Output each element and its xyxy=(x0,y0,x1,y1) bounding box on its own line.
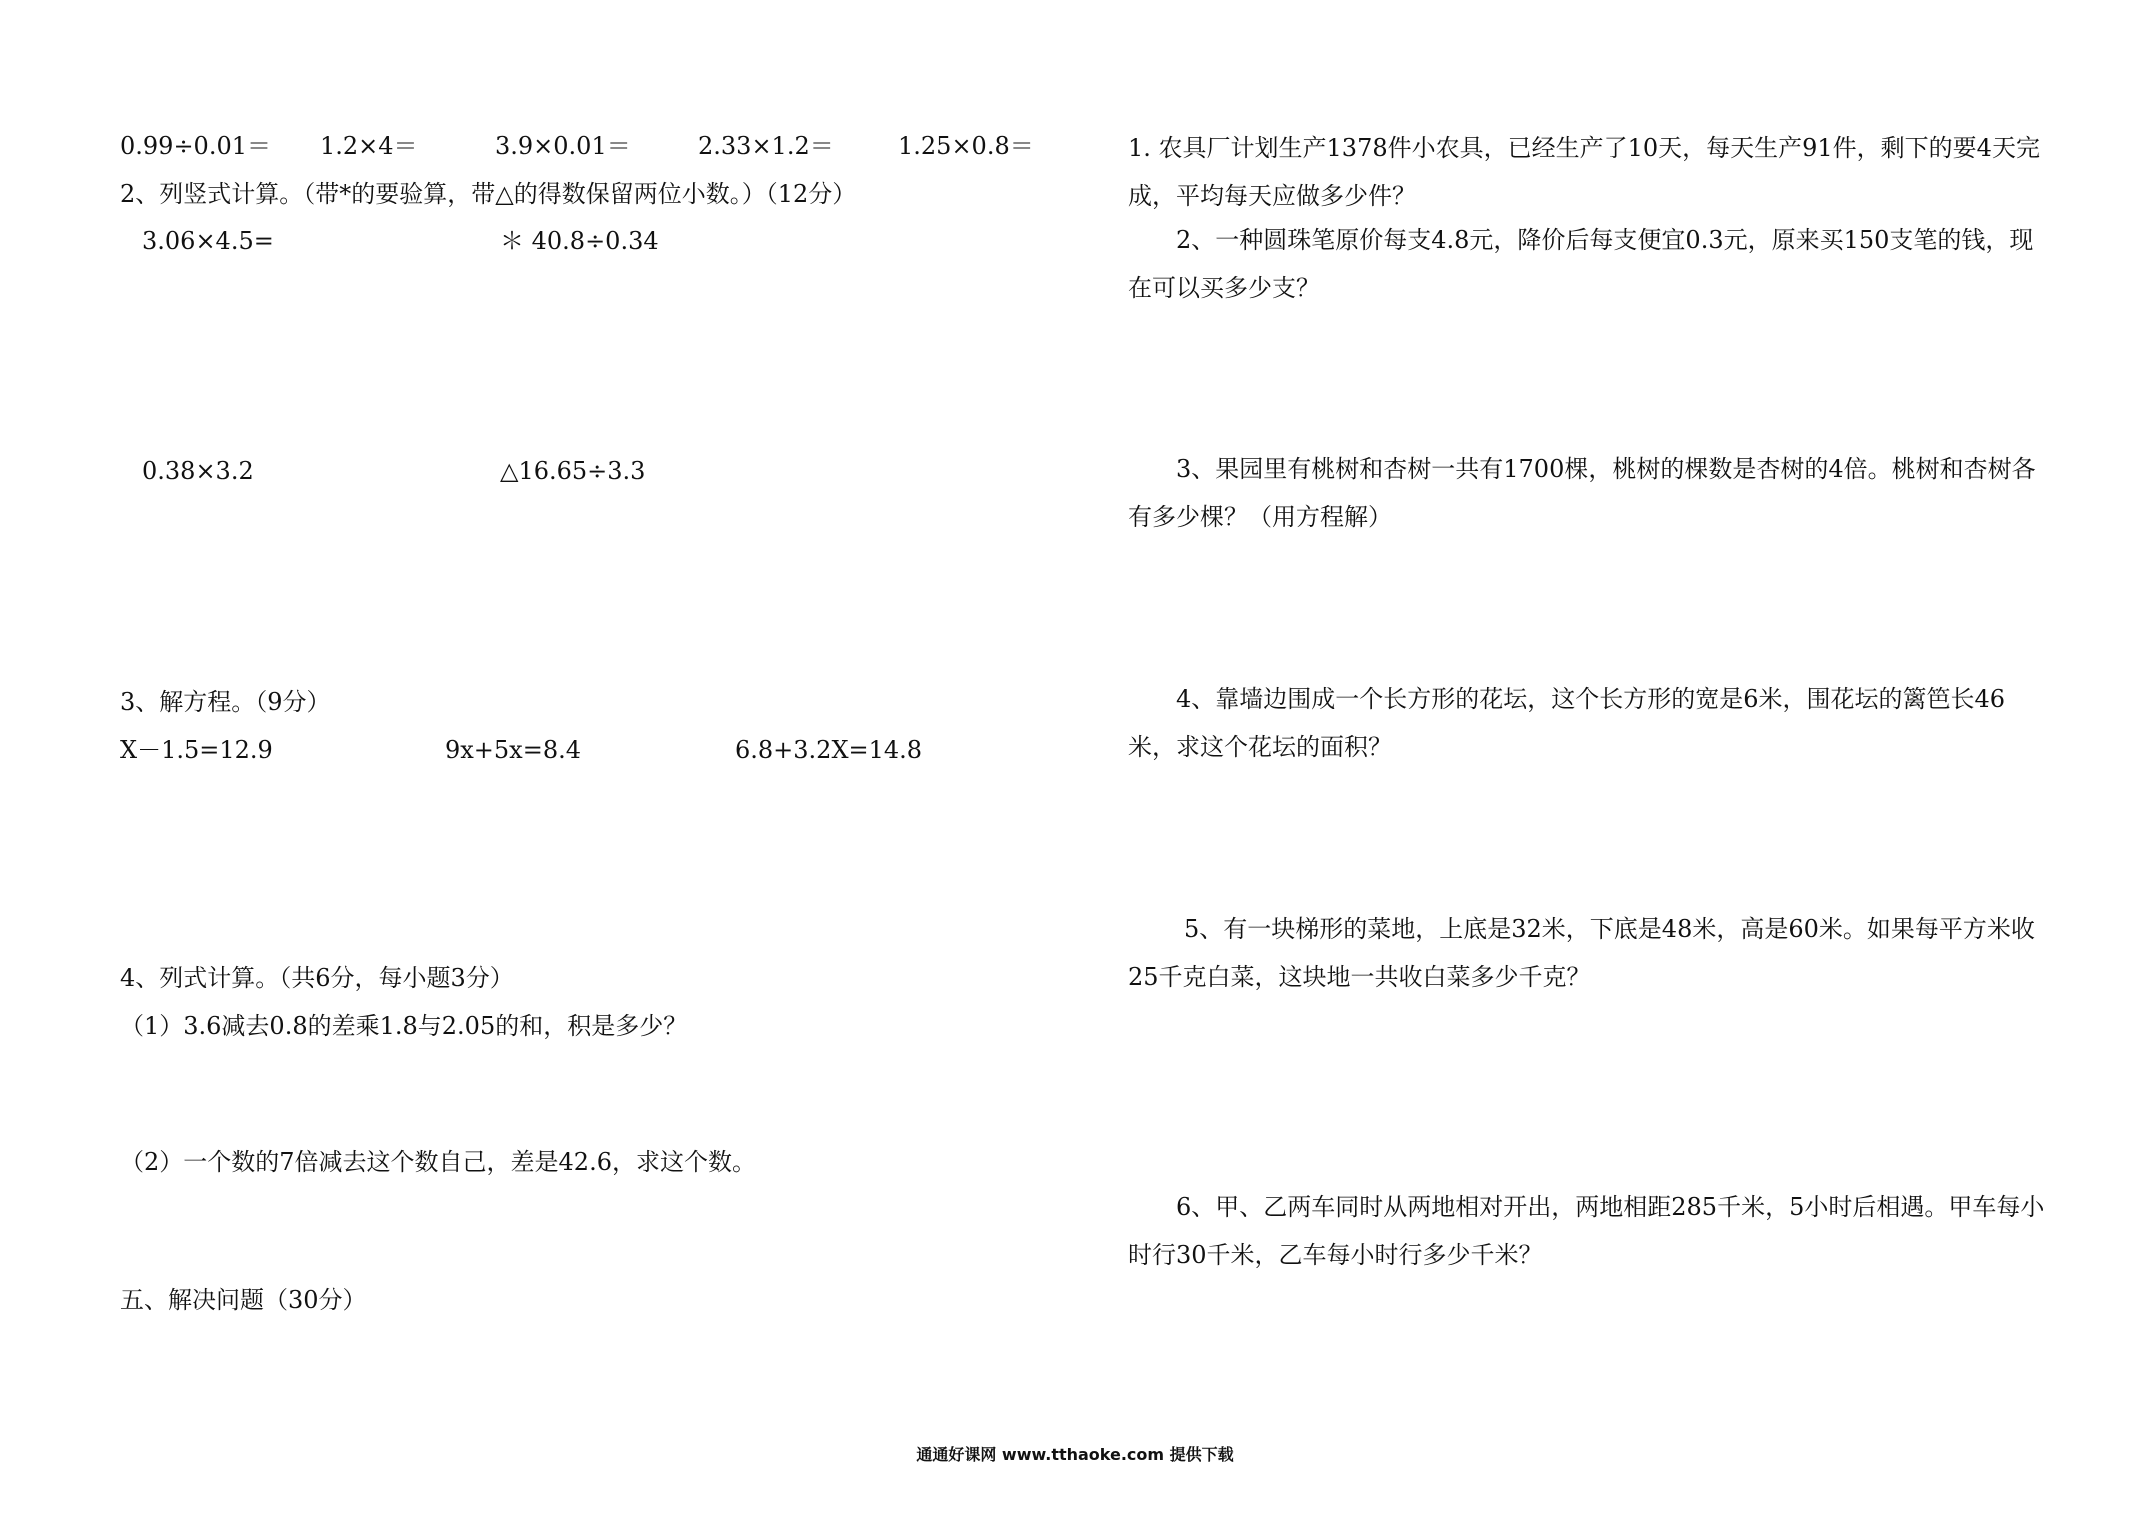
section4-heading: 4、列式计算。（共6分，每小题3分） xyxy=(120,964,514,992)
word-problem-6: 6、甲、乙两车同时从两地相对开出，两地相距285千米，5小时后相遇。甲车每小时行30千米，乙车每小时行多少千米？ xyxy=(1128,1193,2045,1269)
section2-heading: 2、列竖式计算。（带*的要验算，带△的得数保留两位小数。）（12分） xyxy=(120,180,857,208)
word-problem-2: 2、一种圆珠笔原价每支4.8元，降价后每支便宜0.3元，原来买150支笔的钱，现在可以买多少支？ xyxy=(1128,226,2034,302)
oral-calc-5: 1.25×0.8＝ xyxy=(898,132,1034,160)
equation-1: X－1.5=12.9 xyxy=(120,736,273,764)
oral-calc-1: 0.99÷0.01＝ xyxy=(120,132,271,160)
word-problem-1: 1. 农具厂计划生产1378件小农具，已经生产了10天，每天生产91件，剩下的要4天完成，平均每天应做多少件？ xyxy=(1128,134,2040,210)
expression-question-1: （1）3.6减去0.8的差乘1.8与2.05的和，积是多少？ xyxy=(120,1012,688,1040)
oral-calc-3: 3.9×0.01＝ xyxy=(495,132,631,160)
vertical-calc-1: 3.06×4.5= xyxy=(142,227,274,255)
footer-credit: 通通好课网 www.tthaoke.com 提供下载 xyxy=(916,1445,1234,1464)
equation-2: 9x+5x=8.4 xyxy=(445,736,581,764)
expression-question-2: （2）一个数的7倍减去这个数自己，差是42.6，求这个数。 xyxy=(120,1148,756,1176)
equation-3: 6.8+3.2X=14.8 xyxy=(735,736,923,764)
word-problem-4: 4、靠墙边围成一个长方形的花坛，这个长方形的宽是6米，围花坛的篱笆长46米，求这个花坛的面积？ xyxy=(1128,685,2006,761)
section5-heading: 五、解决问题（30分） xyxy=(120,1286,367,1314)
oral-calc-2: 1.2×4＝ xyxy=(320,132,418,160)
section3-heading: 3、解方程。（9分） xyxy=(120,688,331,716)
word-problem-3: 3、果园里有桃树和杏树一共有1700棵，桃树的棵数是杏树的4倍。桃树和杏树各有多少棵？（用方程解） xyxy=(1128,455,2036,531)
word-problem-5: 5、有一块梯形的菜地，上底是32米，下底是48米，高是60米。如果每平方米收25千克白菜，这块地一共收白菜多少千克？ xyxy=(1128,915,2035,991)
oral-calc-4: 2.33×1.2＝ xyxy=(698,132,834,160)
vertical-calc-3: 0.38×3.2 xyxy=(142,457,254,485)
vertical-calc-2: ＊ 40.8÷0.34 xyxy=(500,227,659,255)
vertical-calc-4: △16.65÷3.3 xyxy=(500,457,646,485)
